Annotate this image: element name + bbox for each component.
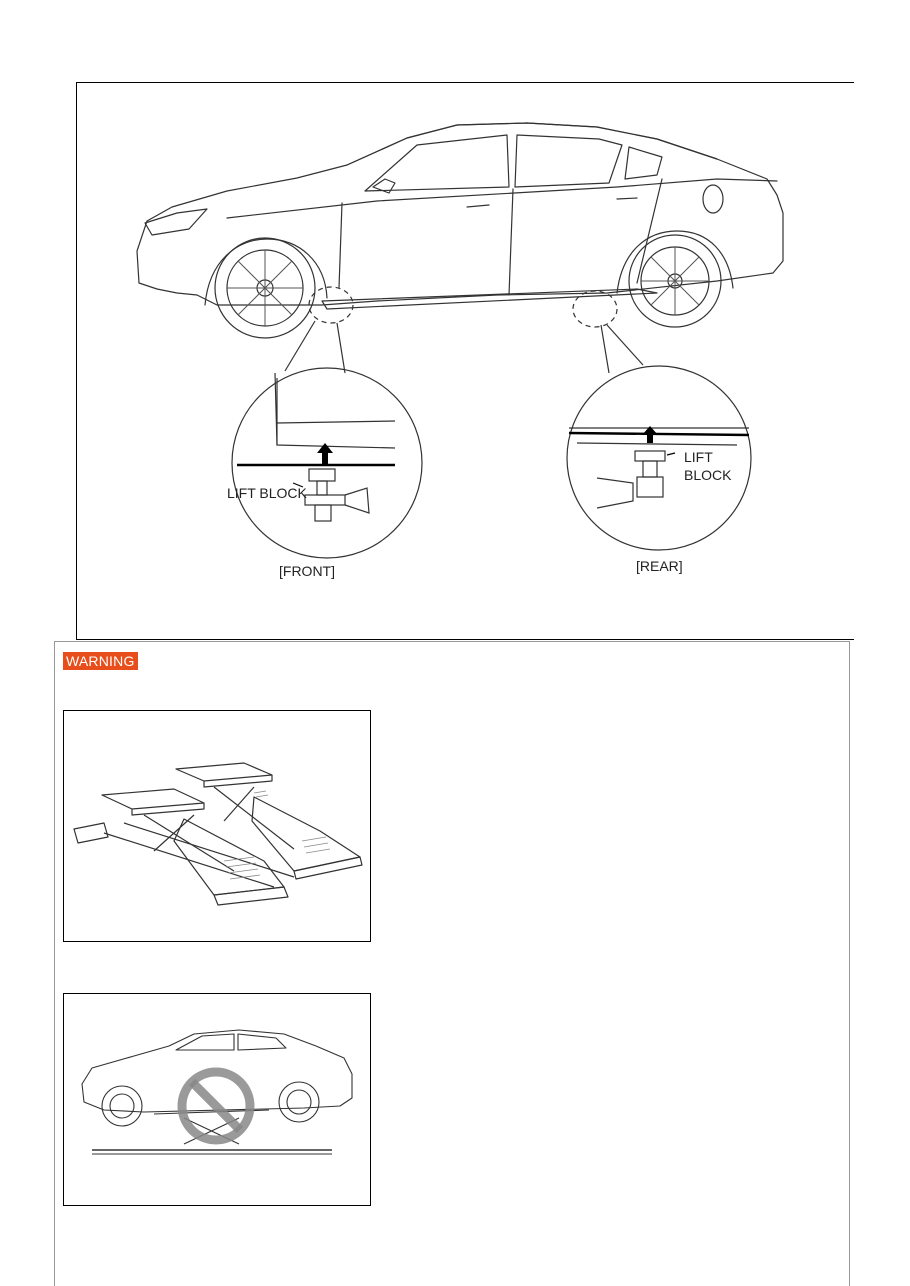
prohibition-icon	[182, 1072, 250, 1140]
front-caption: [FRONT]	[279, 563, 335, 579]
rear-caption: [REAR]	[636, 558, 683, 574]
warning-label: WARNING	[63, 652, 138, 670]
scissor-lift-illustration	[63, 710, 371, 942]
sedan-side-view-illustration	[77, 83, 855, 641]
front-lift-block-callout: LIFT BLOCK	[227, 485, 307, 501]
scissor-lift-icon	[64, 711, 370, 941]
rear-lift-block-callout-line1: LIFT	[684, 449, 713, 465]
prohibited-center-lift-illustration	[63, 993, 371, 1206]
lift-point-figure	[76, 82, 854, 640]
rear-lift-block-callout-line2: BLOCK	[684, 467, 732, 483]
